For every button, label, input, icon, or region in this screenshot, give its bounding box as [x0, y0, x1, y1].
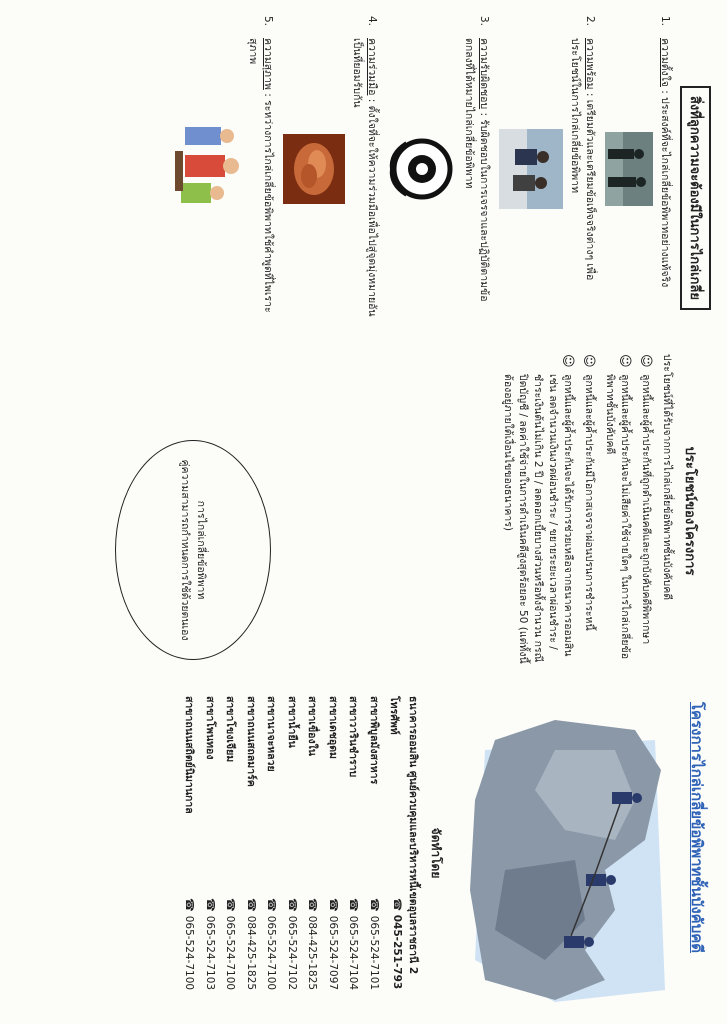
benefit-item: [581, 354, 596, 668]
branch-row: [243, 696, 260, 1010]
requirements-title: สิ่งที่ลูกความจะต้องมีในการไกล่เกลี่ย: [680, 86, 711, 310]
branch-phone: 084-425-1825: [245, 915, 257, 991]
oval-line-1: การไกล่เกลี่ยข้อพิพาท: [195, 500, 207, 600]
branch-row: [304, 696, 321, 1010]
smiley-icon: ☺: [638, 354, 653, 368]
benefits-title: ประโยชน์ของโครงการ: [682, 446, 697, 576]
item-text: : เตรียมตัวและเตรียมข้อเท็จจริงต่างๆ เพื่อประโยชน์ในการไกล่เกลี่ยข้อพิพาท: [569, 38, 596, 281]
branch-name: สาขาโพนทอง: [204, 696, 216, 760]
people-talking-illustration: [161, 121, 241, 217]
requirements-panel: [0, 0, 727, 340]
smiley-icon: ☺: [560, 354, 575, 368]
branch-phone: 065-524-7103: [204, 915, 216, 991]
branch-list: [181, 696, 382, 1010]
requirement-item: [499, 16, 597, 322]
telephone-icon: ☎: [327, 898, 340, 912]
item-number: 4.: [366, 16, 378, 27]
benefit-item: [500, 354, 575, 668]
meeting-photo-illustration: [499, 129, 563, 209]
branch-phone: 084-425-1825: [306, 915, 319, 991]
main-phone-row: [386, 696, 403, 1010]
globe-hands-icon: [387, 134, 457, 204]
branch-row: [366, 696, 383, 1010]
item-number: 2.: [584, 16, 596, 27]
oval-line-2: คู่ความสามารถกำหนดการใช้ด้วยตนเอง: [179, 459, 191, 641]
benefit-text: ลูกหนี้และผู้ค้ำประกันจะได้รับการช่วยเหลือจากธนาคารออมสิน เช่น ลดจำนวนเงินงวดผ่อนชำระ / ขยายระยะเวลาผ่อนชำระ / ชำระเงินต้นไม่เกิน 2 ปี / ลดดอกเบี้ยบางส่วนหรือทั้งจำนวน กรณีปิดบัญชี / ลดค่าใช้จ่ายในการดำเนินคดีสูงสุดร้อยละ 50 (แต่ทั้งนี้ต้องอยู่ภายใต้เงื่อนไขของธนาคาร): [502, 374, 574, 664]
smiley-icon: ☺: [617, 354, 632, 368]
smiley-icon: ☺: [581, 354, 596, 368]
branch-row: [181, 696, 198, 1010]
item-number: 3.: [478, 16, 490, 27]
item-text: : รับผิดชอบในการเจรจาและปฏิบัติตามข้อตกลงที่ได้หมายไกล่เกลี่ยข้อพิพาท: [463, 38, 490, 302]
benefits-intro: ประโยชน์ที่ได้รับจากการไกล่เกลี่ยข้อพิพาทชั้นบังคับคดี: [661, 354, 673, 601]
branch-name: สาขาเดชอุดม: [327, 696, 339, 759]
branch-name: สาขาพิบูลมังสาหาร: [368, 696, 380, 785]
telephone-icon: ☎: [286, 898, 299, 912]
branch-name: สาขาถนนสถลมาร์ค: [245, 696, 257, 787]
benefit-item: [638, 354, 653, 668]
branch-phone: 065-524-7102: [286, 915, 298, 991]
item-lead: ความสุภาพ: [262, 38, 274, 90]
main-phone-number: 045-251-793: [391, 914, 403, 990]
telephone-icon: ☎: [183, 898, 197, 912]
item-number: 1.: [659, 16, 671, 27]
branch-name: สาขานาจะหลวย: [265, 696, 278, 772]
silhouette-people-illustration: [605, 132, 653, 206]
item-text: : ตั้งใจที่จะให้ความร่วมมือเพื่อไปสู่จุดมุ่งหมายอันเป็นที่ยอมรับกัน: [351, 38, 378, 317]
benefit-text: ลูกหนี้และผู้ค้ำประกันจะไม่เสียค่าใช้จ่ายใดๆ ในการไกล่เกลี่ยข้อพิพาทชั้นบังคับคดี: [604, 374, 631, 660]
telephone-icon: ☎: [391, 898, 403, 912]
project-title: โครงการไกล่เกลี่ยข้อพิพาทชั้นบังคับคดี: [688, 702, 706, 954]
branch-name: สาขาโขงเจียม: [224, 696, 237, 763]
requirement-item: [605, 16, 672, 322]
branch-phone: 065-524-7100: [224, 915, 237, 991]
benefits-panel: [0, 340, 727, 682]
branch-phone: 065-524-7104: [347, 915, 360, 991]
telephone-icon: ☎: [368, 898, 381, 912]
benefit-text: ลูกหนี้และผู้ค้ำประกันที่ถูกดำเนินคดีและถูกบังคับคดีพิพากษา: [640, 374, 652, 645]
benefit-text: ลูกหนี้และผู้ค้ำประกันมีโอกาสเจรจาผ่อนปรนการชำระหนี้: [583, 374, 595, 631]
branch-phone: 065-524-7097: [327, 915, 339, 991]
item-text: : ประสงค์ที่จะไกล่เกลี่ยข้อพิพาทอย่างแท้จริง: [659, 86, 671, 288]
item-lead: ความพร้อม: [584, 38, 596, 90]
branch-name: สาขาน้ำยืน: [286, 696, 298, 748]
branch-name: สาขาถนนสถิตย์นิมานกาล: [183, 696, 196, 814]
branch-name: สาขาวารินชำราบ: [347, 696, 360, 778]
benefit-item: [602, 354, 632, 668]
telephone-icon: ☎: [204, 898, 217, 912]
item-lead: ความตั้งใจ: [659, 38, 671, 87]
project-panel: [0, 682, 727, 1024]
stacked-hands-photo: [283, 134, 345, 204]
branch-phone: 065-524-7101: [368, 915, 380, 991]
requirement-item: [283, 16, 379, 322]
branch-row: [263, 696, 280, 1010]
telephone-icon: ☎: [347, 898, 361, 912]
organization-name: ธนาคารออมสิน ศูนย์ควบคุมและบริหารหนี้เขตอุบลราชธานี 2: [407, 696, 419, 975]
telephone-icon: ☎: [265, 898, 279, 912]
telephone-icon: ☎: [224, 898, 238, 912]
branch-row: [202, 696, 219, 1010]
item-lead: ความร่วมมือ: [366, 38, 378, 96]
telephone-icon: ☎: [306, 898, 320, 912]
telephone-icon: ☎: [245, 898, 258, 912]
requirement-item: [387, 16, 491, 322]
organized-by-heading: จัดทำโดย: [429, 827, 443, 879]
branch-row: [284, 696, 301, 1010]
branch-row: [345, 696, 362, 1010]
item-lead: ความรับผิดชอบ: [478, 38, 490, 110]
branch-name: สาขาเขื่องใน: [306, 696, 319, 756]
branch-row: [222, 696, 239, 1010]
branch-row: [325, 696, 342, 1010]
climbers-illustration: [465, 710, 675, 1010]
phone-label: โทรศัพท์: [388, 696, 400, 735]
item-number: 5.: [262, 16, 274, 27]
requirement-item: [161, 16, 275, 322]
branch-phone: 065-524-7100: [183, 915, 196, 991]
item-text: : ระหว่างการไกล่เกลี่ยข้อพิพาทใช้คำพูดที่ไพเราะสุภาพ: [247, 38, 274, 313]
mediation-oval: [115, 440, 271, 660]
branch-phone: 065-524-7100: [265, 915, 278, 991]
